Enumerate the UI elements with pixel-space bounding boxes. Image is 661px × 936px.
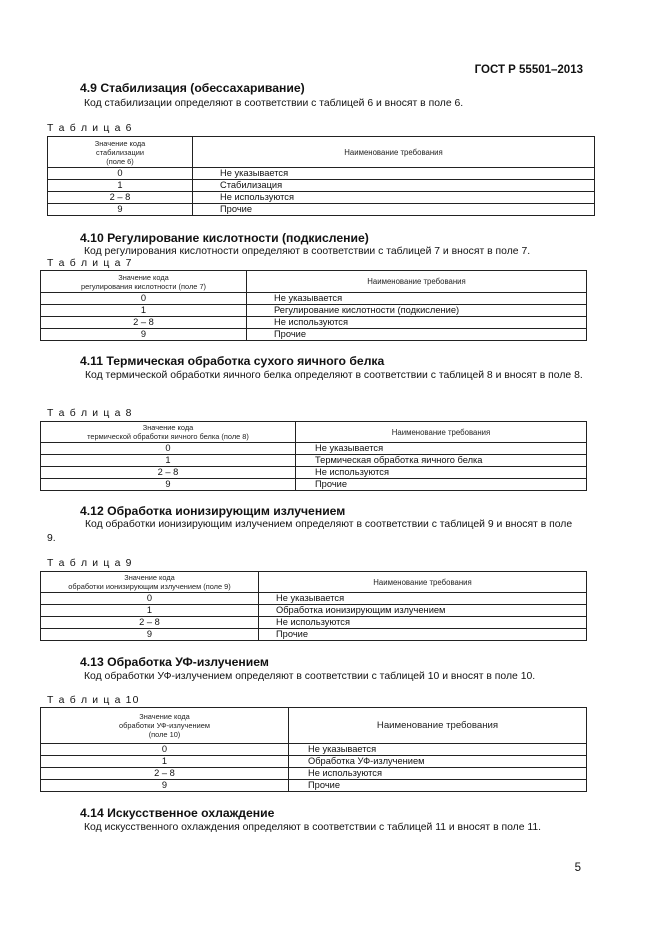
name-cell: Прочие: [296, 479, 587, 491]
table-7: [40, 270, 587, 341]
table-row: [41, 605, 587, 617]
code-cell: 1: [41, 455, 296, 467]
table-header-row: [41, 572, 587, 593]
col-header-code: Значение кода термической обработки яичного белка (поле 8): [41, 422, 296, 443]
section-text-4-13: Код обработки УФ-излучением определяют в соответствии с таблицей 10 и вносят в поле 10.: [84, 671, 536, 682]
code-cell: 9: [41, 780, 289, 792]
table-header-row: [41, 271, 587, 293]
section-title-4-14: 4.14 Искусственное охлаждение: [80, 806, 275, 820]
col-header-code: Значение кода стабилизации (поле 6): [48, 137, 193, 168]
code-cell: 2 – 8: [41, 317, 247, 329]
section-title-4-11: 4.11 Термическая обработка сухого яичного белка: [80, 354, 385, 368]
table-10: [40, 707, 587, 792]
code-cell: 2 – 8: [41, 768, 289, 780]
name-cell: Прочие: [289, 780, 587, 792]
name-cell: Не указывается: [296, 443, 587, 455]
code-cell: 9: [41, 629, 259, 641]
code-cell: 1: [41, 756, 289, 768]
name-cell: Прочие: [247, 329, 587, 341]
code-cell: 0: [41, 443, 296, 455]
code-cell: 0: [41, 293, 247, 305]
table-row: [48, 180, 595, 192]
section-title-4-13: 4.13 Обработка УФ-излучением: [80, 655, 269, 669]
table-caption-7: Т а б л и ц а 7: [47, 258, 133, 269]
table-row: [41, 617, 587, 629]
section-title-4-9: 4.9 Стабилизация (обессахаривание): [80, 81, 305, 95]
table-row: [41, 305, 587, 317]
name-cell: Регулирование кислотности (подкисление): [247, 305, 587, 317]
table-header-row: [41, 422, 587, 443]
name-cell: Обработка УФ-излучением: [289, 756, 587, 768]
name-cell: Обработка ионизирующим излучением: [259, 605, 587, 617]
code-cell: 9: [41, 479, 296, 491]
code-cell: 1: [48, 180, 193, 192]
col-header-code: Значение кода обработки УФ-излучением (поле 10): [41, 708, 289, 744]
col-header-code: Значение кода регулирования кислотности (поле 7): [41, 271, 247, 293]
table-row: [41, 293, 587, 305]
name-cell: Не указывается: [259, 593, 587, 605]
code-cell: 2 – 8: [48, 192, 193, 204]
table-9: [40, 571, 587, 641]
col-header-requirement: Наименование требования: [296, 422, 587, 443]
name-cell: Не указывается: [289, 744, 587, 756]
name-cell: Прочие: [193, 204, 595, 216]
table-caption-8: Т а б л и ц а 8: [47, 408, 133, 419]
col-header-requirement: Наименование требования: [247, 271, 587, 293]
table-row: [41, 744, 587, 756]
section-text-4-12: Код обработки ионизирующим излучением определяют в соответствии с таблицей 9 и вносят в поле 9.: [47, 519, 573, 544]
name-cell: Не используются: [247, 317, 587, 329]
page-number: 5: [574, 862, 581, 874]
table-row: [41, 317, 587, 329]
table-row: [41, 768, 587, 780]
name-cell: Не используются: [193, 192, 595, 204]
name-cell: Не указывается: [247, 293, 587, 305]
table-row: [41, 629, 587, 641]
table-caption-10: Т а б л и ц а 10: [47, 695, 140, 706]
table-row: [41, 443, 587, 455]
section-text-4-9: Код стабилизации определяют в соответствии с таблицей 6 и вносят в поле 6.: [84, 98, 464, 109]
name-cell: Не используются: [296, 467, 587, 479]
table-caption-6: Т а б л и ц а 6: [47, 123, 133, 134]
code-cell: 9: [48, 204, 193, 216]
name-cell: Термическая обработка яичного белка: [296, 455, 587, 467]
section-text-4-10: Код регулирования кислотности определяют в соответствии с таблицей 7 и вносят в поле 7.: [84, 246, 531, 257]
col-header-requirement: Наименование требования: [289, 708, 587, 744]
name-cell: Не используются: [289, 768, 587, 780]
code-cell: 1: [41, 605, 259, 617]
col-header-requirement: Наименование требования: [259, 572, 587, 593]
code-cell: 0: [41, 593, 259, 605]
table-row: [48, 204, 595, 216]
table-6: [47, 136, 595, 216]
table-header-row: [41, 708, 587, 744]
table-row: [41, 756, 587, 768]
code-cell: 0: [48, 168, 193, 180]
code-cell: 0: [41, 744, 289, 756]
standard-number: ГОСТ Р 55501–2013: [474, 64, 583, 76]
name-cell: Прочие: [259, 629, 587, 641]
table-row: [48, 168, 595, 180]
name-cell: Не используются: [259, 617, 587, 629]
section-text-4-11: Код термической обработки яичного белка определяют в соответствии с таблицей 8 и вносят в поле 8.: [85, 370, 583, 381]
section-title-4-10: 4.10 Регулирование кислотности (подкисление): [80, 231, 369, 245]
code-cell: 1: [41, 305, 247, 317]
code-cell: 2 – 8: [41, 467, 296, 479]
table-row: [41, 780, 587, 792]
section-title-4-12: 4.12 Обработка ионизирующим излучением: [80, 504, 346, 518]
code-cell: 9: [41, 329, 247, 341]
col-header-requirement: Наименование требования: [193, 137, 595, 168]
table-row: [48, 192, 595, 204]
table-row: [41, 455, 587, 467]
table-8: [40, 421, 587, 491]
name-cell: Не указывается: [193, 168, 595, 180]
table-header-row: [48, 137, 595, 168]
col-header-code: Значение кода обработки ионизирующим излучением (поле 9): [41, 572, 259, 593]
name-cell: Стабилизация: [193, 180, 595, 192]
table-row: [41, 467, 587, 479]
code-cell: 2 – 8: [41, 617, 259, 629]
table-row: [41, 479, 587, 491]
table-row: [41, 593, 587, 605]
table-caption-9: Т а б л и ц а 9: [47, 558, 133, 569]
table-row: [41, 329, 587, 341]
section-text-4-14: Код искусственного охлаждения определяют в соответствии с таблицей 11 и вносят в поле 11.: [84, 822, 542, 833]
